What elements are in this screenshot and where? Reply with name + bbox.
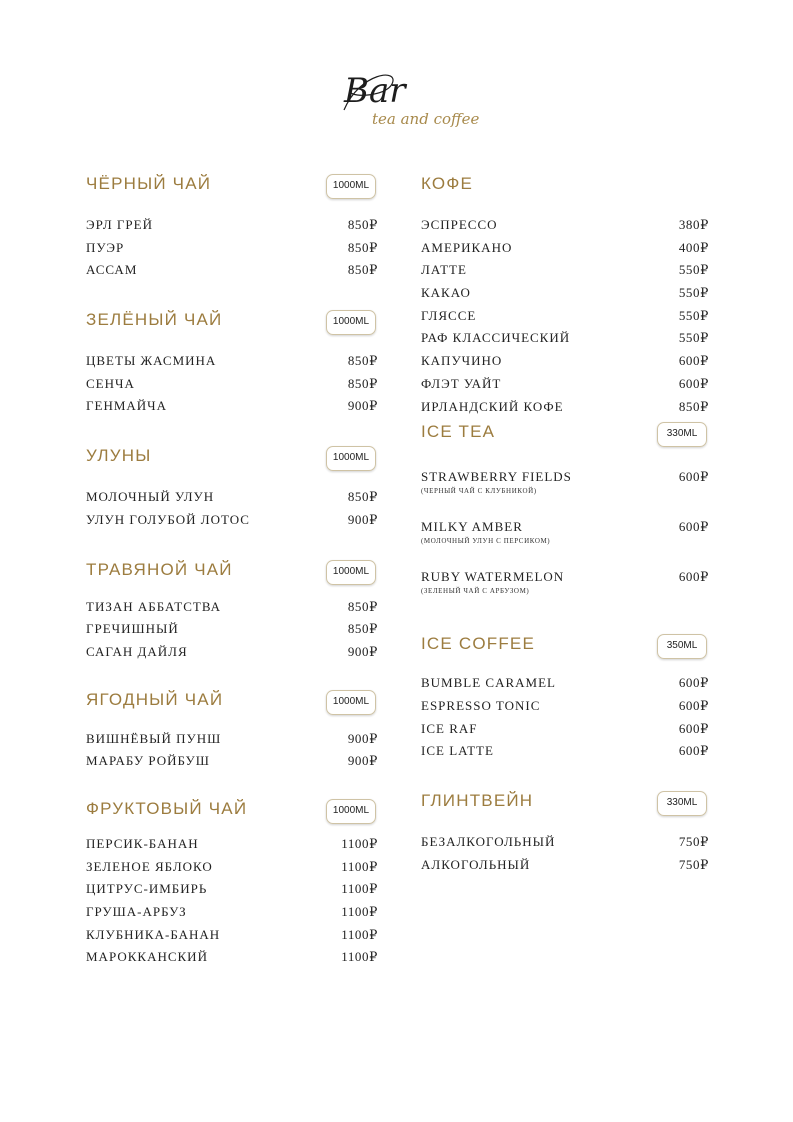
item-name: ТИЗАН АББАТСТВА xyxy=(86,598,222,614)
logo-title: Bar xyxy=(344,71,406,111)
menu-section xyxy=(86,558,378,664)
item-price: 1100₽ xyxy=(341,926,378,942)
item-name: СЕНЧА xyxy=(86,375,135,391)
item-name: ИРЛАНДСКИЙ КОФЕ xyxy=(421,398,564,414)
menu-item xyxy=(86,618,378,641)
item-name: ГЛЯССЕ xyxy=(421,307,477,323)
item-name: МАРОККАНСКИЙ xyxy=(86,949,208,965)
menu-item xyxy=(86,946,378,969)
section-title: УЛУНЫ xyxy=(86,446,152,466)
item-name: КАКАО xyxy=(421,285,471,301)
item-price: 850₽ xyxy=(347,239,378,255)
item-description: (МОЛОЧНЫЙ УЛУН С ПЕРСИКОМ) xyxy=(421,537,551,546)
menu-item xyxy=(421,516,709,566)
item-name: ESPRESSO TONIC xyxy=(421,697,541,713)
menu-section xyxy=(421,420,709,616)
item-price: 380₽ xyxy=(678,217,709,232)
menu-item xyxy=(421,854,709,877)
item-name: ГРЕЧИШНЫЙ xyxy=(86,621,179,637)
item-price: 850₽ xyxy=(347,621,378,637)
item-description: (ЧЕРНЫЙ ЧАЙ С КЛУБНИКОЙ) xyxy=(421,487,537,496)
item-list xyxy=(86,596,378,664)
item-name: ЗЕЛЕНОЕ ЯБЛОКО xyxy=(86,858,213,874)
menu-item xyxy=(421,672,709,695)
menu-item xyxy=(421,740,709,763)
item-description: (ЗЕЛЕНЫЙ ЧАЙ С АРБУЗОМ) xyxy=(421,587,530,596)
item-price: 600₽ xyxy=(678,675,709,691)
section-header xyxy=(421,632,709,662)
item-name: ЛАТТЕ xyxy=(421,262,467,278)
menu-item xyxy=(86,924,378,947)
item-price: 900₽ xyxy=(347,643,378,659)
item-price: 600₽ xyxy=(678,353,709,369)
item-name: ЭСПРЕССО xyxy=(421,217,498,232)
volume-badge: 350ML xyxy=(657,634,707,659)
menu-section xyxy=(86,308,378,418)
item-price: 900₽ xyxy=(347,511,378,527)
item-price: 1100₽ xyxy=(341,835,378,851)
item-price: 600₽ xyxy=(678,569,709,585)
item-name: БЕЗАЛКОГОЛЬНЫЙ xyxy=(421,833,556,849)
section-title: ЗЕЛЁНЫЙ ЧАЙ xyxy=(86,310,223,330)
section-header xyxy=(421,789,709,819)
item-price: 550₽ xyxy=(678,330,709,346)
menu-section xyxy=(86,797,378,969)
menu-item xyxy=(86,214,378,237)
item-price: 1100₽ xyxy=(341,858,378,874)
item-name: BUMBLE CARAMEL xyxy=(421,675,556,691)
menu-item xyxy=(86,350,378,373)
menu-item xyxy=(421,695,709,718)
item-name: ПЕРСИК-БАНАН xyxy=(86,835,199,851)
section-title: ТРАВЯНОЙ ЧАЙ xyxy=(86,559,233,579)
menu-item xyxy=(421,327,709,350)
volume-badge: 330ML xyxy=(657,422,707,447)
menu-item xyxy=(86,237,378,260)
menu-item xyxy=(421,718,709,741)
menu-item xyxy=(86,750,378,773)
item-name: RUBY WATERMELON xyxy=(421,569,565,585)
item-price: 600₽ xyxy=(678,720,709,736)
item-name: ICE LATTE xyxy=(421,743,494,759)
item-price: 850₽ xyxy=(347,353,378,369)
menu-item xyxy=(86,373,378,396)
section-title: ICE COFFEE xyxy=(421,634,536,654)
menu-item xyxy=(86,259,378,282)
volume-badge: 1000ML xyxy=(326,446,376,471)
section-header xyxy=(86,172,378,202)
item-price: 850₽ xyxy=(347,262,378,278)
menu-item xyxy=(421,214,709,237)
menu-item xyxy=(86,856,378,879)
logo-graphic xyxy=(330,62,520,134)
item-list xyxy=(86,214,378,282)
item-name: ЦИТРУС-ИМБИРЬ xyxy=(86,881,208,897)
item-list xyxy=(86,350,378,418)
menu-item xyxy=(421,259,709,282)
item-name: MILKY AMBER xyxy=(421,519,523,535)
item-name: АМЕРИКАНО xyxy=(421,239,513,255)
menu-item xyxy=(86,486,378,509)
item-name: ГРУША-АРБУЗ xyxy=(86,904,187,919)
section-header xyxy=(86,444,378,474)
item-price: 850₽ xyxy=(678,398,709,414)
logo-subtitle: tea and coffee xyxy=(372,110,480,128)
left-column xyxy=(86,172,378,969)
right-column xyxy=(421,172,709,876)
item-price: 850₽ xyxy=(347,217,378,232)
section-header xyxy=(86,688,378,718)
item-price: 600₽ xyxy=(678,743,709,759)
item-price: 850₽ xyxy=(347,598,378,614)
section-title: ФРУКТОВЫЙ ЧАЙ xyxy=(86,798,248,818)
item-price: 850₽ xyxy=(347,375,378,391)
item-list xyxy=(86,486,378,531)
item-price: 1100₽ xyxy=(341,949,378,965)
item-list xyxy=(86,833,378,969)
menu-item xyxy=(86,596,378,619)
item-price: 600₽ xyxy=(678,519,709,535)
item-price: 600₽ xyxy=(678,697,709,713)
item-name: САГАН ДАЙЛЯ xyxy=(86,643,188,659)
menu-item xyxy=(421,305,709,328)
item-name: АЛКОГОЛЬНЫЙ xyxy=(421,856,531,872)
section-header xyxy=(86,558,378,588)
section-header xyxy=(86,797,378,827)
section-title: ГЛИНТВЕЙН xyxy=(421,790,534,810)
section-title: ЯГОДНЫЙ ЧАЙ xyxy=(86,689,224,709)
item-name: РАФ КЛАССИЧЕСКИЙ xyxy=(421,330,571,346)
item-price: 900₽ xyxy=(347,753,378,769)
item-price: 900₽ xyxy=(347,730,378,746)
menu-section xyxy=(421,632,709,763)
item-list xyxy=(421,831,709,876)
menu-item xyxy=(421,396,709,419)
item-name: АССАМ xyxy=(86,262,138,278)
item-name: ФЛЭТ УАЙТ xyxy=(421,375,502,391)
menu-item xyxy=(86,901,378,924)
volume-badge: 1000ML xyxy=(326,690,376,715)
item-price: 400₽ xyxy=(678,239,709,255)
menu-item xyxy=(86,395,378,418)
item-price: 600₽ xyxy=(678,375,709,391)
item-price: 750₽ xyxy=(678,856,709,872)
item-list xyxy=(86,728,378,773)
menu-item xyxy=(421,466,709,516)
menu-item xyxy=(86,878,378,901)
logo xyxy=(330,62,520,134)
item-name: ВИШНЁВЫЙ ПУНШ xyxy=(86,730,222,746)
item-price: 1100₽ xyxy=(341,881,378,897)
item-price: 750₽ xyxy=(678,833,709,849)
volume-badge: 1000ML xyxy=(326,174,376,199)
item-price: 550₽ xyxy=(678,307,709,323)
item-list xyxy=(421,214,709,418)
menu-item xyxy=(421,237,709,260)
volume-badge: 1000ML xyxy=(326,310,376,335)
item-price: 550₽ xyxy=(678,262,709,278)
menu-item xyxy=(86,833,378,856)
menu-item xyxy=(86,728,378,751)
menu-item xyxy=(421,373,709,396)
menu-item xyxy=(86,641,378,664)
item-price: 600₽ xyxy=(678,469,709,485)
item-name: ICE RAF xyxy=(421,720,478,736)
section-header xyxy=(421,172,709,202)
item-price: 550₽ xyxy=(678,285,709,301)
menu-section xyxy=(421,789,709,876)
item-price: 900₽ xyxy=(347,398,378,414)
item-name: ЦВЕТЫ ЖАСМИНА xyxy=(86,353,217,369)
volume-badge: 330ML xyxy=(657,791,707,816)
menu-item xyxy=(421,831,709,854)
menu-item xyxy=(421,350,709,373)
item-list xyxy=(421,466,709,616)
menu-section xyxy=(86,444,378,531)
item-name: ЭРЛ ГРЕЙ xyxy=(86,217,153,232)
item-list xyxy=(421,672,709,763)
menu-section xyxy=(86,172,378,282)
item-name: STRAWBERRY FIELDS xyxy=(421,469,572,485)
menu-section xyxy=(86,688,378,773)
item-price: 1100₽ xyxy=(341,904,378,919)
menu-item xyxy=(421,566,709,616)
item-name: УЛУН ГОЛУБОЙ ЛОТОС xyxy=(86,511,250,527)
volume-badge: 1000ML xyxy=(326,560,376,585)
item-price: 850₽ xyxy=(347,489,378,505)
menu-section xyxy=(421,172,709,418)
section-title: ICE TEA xyxy=(421,422,496,442)
volume-badge: 1000ML xyxy=(326,799,376,824)
item-name: МАРАБУ РОЙБУШ xyxy=(86,753,210,769)
item-name: ГЕНМАЙЧА xyxy=(86,398,168,414)
item-name: КАПУЧИНО xyxy=(421,353,503,369)
item-name: КЛУБНИКА-БАНАН xyxy=(86,926,221,942)
section-header xyxy=(86,308,378,338)
section-header xyxy=(421,420,709,450)
section-title: КОФЕ xyxy=(421,174,473,193)
menu-item xyxy=(86,509,378,532)
section-title: ЧЁРНЫЙ ЧАЙ xyxy=(86,174,212,193)
item-name: МОЛОЧНЫЙ УЛУН xyxy=(86,489,215,505)
menu-item xyxy=(421,282,709,305)
item-name: ПУЭР xyxy=(86,239,125,255)
